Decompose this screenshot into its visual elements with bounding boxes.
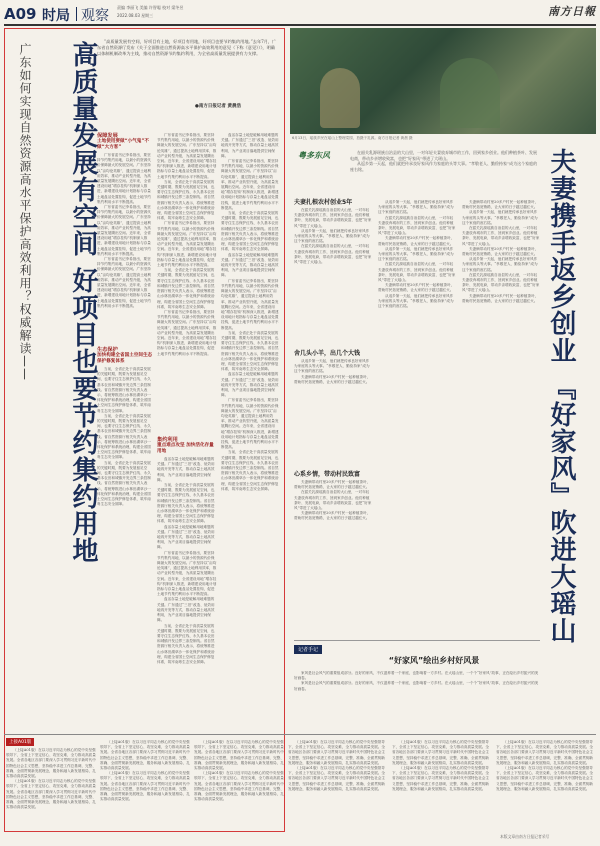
right-body-2: 从返乡第一天起，他们就把传承良好家风作为家庭的头等大事。“孝敬老人、勤俭持家”成为这个家庭的座右铭。 夫妻俩带动村里20多户村民一起种植茶叶，帮助村民拓宽销路，让大家的日子越过越红火。 bbox=[294, 359, 371, 384]
masthead-date: 2022.08.03 星期三 bbox=[117, 13, 154, 18]
subhead-xiangqing: 心系乡情，带动村民致富 bbox=[294, 471, 361, 478]
bottom-col-6: （上接A01版）在以习近平同志为核心的党中央坚强领导下，全省上下坚定信心、攻坚克难，全力推动高质量发展。全省各地区各部门要深入学习贯彻习近平新时代中国特色社会主义思想，坚持稳中求进工作总基调，完整、准确、全面贯彻新发展理念，服务和融入新发展格局，扎实推动高质量发展。 （上接A01版）在以习近平同志为核心的党中央坚强领导下，全省上下坚定信心、攻坚克难，全力推动高质量发展。全省各地区各部门要深入学习贯彻习近平新时代中国特色社会主义思想，坚持稳中求进工作总基调，完整、准确、全面贯彻新发展理念，服务和融入新发展格局，扎实推动高质量发展。 bbox=[496, 740, 594, 791]
bottom-col-1: （上接A01版）在以习近平同志为核心的党中央坚强领导下，全省上下坚定信心、攻坚克难，全力推动高质量发展。全省各地区各部门要深入学习贯彻习近平新时代中国特色社会主义思想，坚持稳中求进工作总基调，完整、准确、全面贯彻新发展理念，服务和融入新发展格局，扎实推动高质量发展。 （上接A01版）在以习近平同志为核心的党中央坚强领导下，全省上下坚定信心、攻坚克难，全力推动高质量发展。全省各地区各部门要深入学习贯彻习近平新时代中国特色社会主义思想，坚持稳中求进工作总基调，完整、准确、全面贯彻新发展理念，服务和融入新发展格局，扎实推动高质量发展。 bbox=[6, 748, 96, 810]
subhead-xiaoyang: 舍几头小羊，出几个大钱 bbox=[294, 350, 361, 357]
masthead bbox=[0, 0, 600, 24]
right-body-1: 在韶关乳源瑶族自治县的大山里，一对年轻夫妻放弃城市的工作，回到家乡创业。他们种植茶叶、发展电商，带动乡亲增收致富，也把“好家风”带进了大瑶山。 从返乡第一天起，他们就把传承良好家风作为家庭的头等大事。“孝敬老人、勤俭持家”成为这个家庭的座右铭。 在韶关乳源瑶族自治县的大山里，一对年轻夫妻放弃城市的工作，回到家乡创业。他们种植茶叶、发展电商，带动乡亲增收致富，也把“好家风”带进了大瑶山。 bbox=[294, 208, 372, 265]
subhead-fuqi: 夫妻扎根农村创业5年 bbox=[294, 199, 353, 206]
left-intro: “高质量发展有空间，好项目有土地，好项目有用地，好项目也要节约集约用地。”去年7月，广东省自然资源厅发布《关于全面推进自然资源高水平保护高效利用的意见（下称《意见》）》，明确以体制机制改革为主线，推动自然资源节约集约利用，为全省高质量发展提供有力支撑。 bbox=[97, 39, 277, 56]
bottom-col-5: （上接A01版）在以习近平同志为核心的党中央坚强领导下，全省上下坚定信心、攻坚克难，全力推动高质量发展。全省各地区各部门要深入学习贯彻习近平新时代中国特色社会主义思想，坚持稳中求进工作总基调，完整、准确、全面贯彻新发展理念，服务和融入新发展格局，扎实推动高质量发展。 （上接A01版）在以习近平同志为核心的党中央坚强领导下，全省上下坚定信心、攻坚克难，全力推动高质量发展。全省各地区各部门要深入学习贯彻习近平新时代中国特色社会主义思想，坚持稳中求进工作总基调，完整、准确、全面贯彻新发展理念，服务和融入新发展格局，扎实推动高质量发展。 bbox=[392, 740, 490, 791]
left-byline: ●南方日报记者 黄晨浩 bbox=[195, 104, 241, 109]
left-headline: 高质量发展有空间 好项目也要节约集约用地 bbox=[68, 41, 98, 565]
section-name: 时局 bbox=[42, 8, 70, 24]
left-article-box bbox=[4, 28, 285, 832]
bottom-col-3: （上接A01版）在以习近平同志为核心的党中央坚强领导下，全省上下坚定信心、攻坚克难，全力推动高质量发展。全省各地区各部门要深入学习贯彻习近平新时代中国特色社会主义思想，坚持稳中求进工作总基调，完整、准确、全面贯彻新发展理念，服务和融入新发展格局，扎实推动高质量发展。 （上接A01版）在以习近平同志为核心的党中央坚强领导下，全省上下坚定信心、攻坚克难，全力推动高质量发展。全省各地区各部门要深入学习贯彻习近平新时代中国特色社会主义思想，坚持稳中求进工作总基调，完整、准确、全面贯彻新发展理念，服务和融入新发展格局，扎实推动高质量发展。 bbox=[194, 740, 284, 802]
notes-label: 记者手记 bbox=[294, 645, 322, 654]
right-body-4: 从返乡第一天起，他们就把传承良好家风作为家庭的头等大事。“孝敬老人、勤俭持家”成为这个家庭的座右铭。 在韶关乳源瑶族自治县的大山里，一对年轻夫妻放弃城市的工作，回到家乡创业。他们种植茶叶、发展电商，带动乡亲增收致富，也把“好家风”带进了大瑶山。 夫妻俩带动村里20多户村民一起种植茶叶，帮助村民拓宽销路，让大家的日子越过越红火。 从返乡第一天起，他们就把传承良好家风作为家庭的头等大事。“孝敬老人、勤俭持家”成为这个家庭的座右铭。 在韶关乳源瑶族自治县的大山里，一对年轻夫妻放弃城市的工作，回到家乡创业。他们种植茶叶、发展电商，带动乡亲增收致富，也把“好家风”带进了大瑶山。 夫妻俩带动村里20多户村民一起种植茶叶，帮助村民拓宽销路，让大家的日子越过越红火。 从返乡第一天起，他们就把传承良好家风作为家庭的头等大事。“孝敬老人、勤俭持家”成为这个家庭的座右铭。 bbox=[378, 200, 456, 309]
right-column-3 bbox=[462, 200, 540, 630]
photo-caption: 6月13日，瑶族乡民在瑶山上整理菜园，拍摄于乳源。南方日报记者 黄晨 摄 bbox=[292, 136, 413, 140]
left-body-2: 当前，全省正处于高质量发展的关键时期，既要为发展留足空间，也要守住生态保护红线、永久基本农田和城镇开发边界三条控制线。省自然资源厅相关负责人表示，将统筹推进山水林田湖草沙一体化保护和系统治理，构建全省国土空间生态保护修复体系，筑牢南粤生态安全屏障。 当前，全省正处于高质量发展的关键时期，既要为发展留足空间，也要守住生态保护红线、永久基本农田和城镇开发边界三条控制线。省自然资源厅相关负责人表示，将统筹推进山水林田湖草沙一体化保护和系统治理，构建全省国土空间生态保护修复体系，筑牢南粤生态安全屏障。 当前，全省正处于高质量发展的关键时期，既要为发展留足空间，也要守住生态保护红线、永久基本农田和城镇开发边界三条控制线。省自然资源厅相关负责人表示，将统筹推进山水林田湖草沙一体化保护和系统治理，构建全省国土空间生态保护修复体系，筑牢南粤生态安全屏障。 bbox=[97, 367, 151, 507]
left-body-2b: 广东省委书记李希指出，要坚持节约集约用地，以最小的资源代价保障最大的发展空间。广东坚持以“亩均论英雄”，通过提高土地利用效率，推动产业转型升级，为高质量发展腾出空间。近年来，全省建设用地“增存挂钩”机制深入推进，新增建设用地计划指标与存量土地盘活处置挂钩，促进土地节约集约利用水平不断提高。 当前，全省正处于高质量发展的关键时期，既要为发展留足空间，也要守住生态保护红线、永久基本农田和城镇开发边界三条控制线。省自然资源厅相关负责人表示，将统筹推进山水林田湖草沙一体化保护和系统治理，构建全省国土空间生态保护修复体系，筑牢南粤生态安全屏障。 广东省委书记李希指出，要坚持节约集约用地，以最小的资源代价保障最大的发展空间。广东坚持以“亩均论英雄”，通过提高土地利用效率，推动产业转型升级，为高质量发展腾出空间。近年来，全省建设用地“增存挂钩”机制深入推进，新增建设用地计划指标与存量土地盘活处置挂钩，促进土地节约集约利用水平不断提高。 当前，全省正处于高质量发展的关键时期，既要为发展留足空间，也要守住生态保护红线、永久基本农田和城镇开发边界三条控制线。省自然资源厅相关负责人表示，将统筹推进山水林田湖草沙一体化保护和系统治理，构建全省国土空间生态保护修复体系，筑牢南粤生态安全屏障。 广东省委书记李希指出，要坚持节约集约用地，以最小的资源代价保障最大的发展空间。广东坚持以“亩均论英雄”，通过提高土地利用效率，推动产业转型升级，为高质量发展腾出空间。近年来，全省建设用地“增存挂钩”机制深入推进，新增建设用地计划指标与存量土地盘活处置挂钩，促进土地节约集约利用水平不断提高。 bbox=[157, 133, 217, 356]
jump-label: 上接A01版 bbox=[6, 738, 34, 746]
notes-title: “好家风”绘出乡村好风景 bbox=[388, 656, 480, 665]
left-column-2 bbox=[157, 133, 217, 823]
column-logo bbox=[298, 150, 346, 170]
newspaper-logo: 南方日報 bbox=[548, 5, 596, 18]
left-body-1: 广东省委书记李希指出，要坚持节约集约用地，以最小的资源代价保障最大的发展空间。广东坚持以“亩均论英雄”，通过提高土地利用效率，推动产业转型升级，为高质量发展腾出空间。近年来，全省建设用地“增存挂钩”机制深入推进，新增建设用地计划指标与存量土地盘活处置挂钩，促进土地节约集约利用水平不断提高。 广东省委书记李希指出，要坚持节约集约用地，以最小的资源代价保障最大的发展空间。广东坚持以“亩均论英雄”，通过提高土地利用效率，推动产业转型升级，为高质量发展腾出空间。近年来，全省建设用地“增存挂钩”机制深入推进，新增建设用地计划指标与存量土地盘活处置挂钩，促进土地节约集约利用水平不断提高。 广东省委书记李希指出，要坚持节约集约用地，以最小的资源代价保障最大的发展空间。广东坚持以“亩均论英雄”，通过提高土地利用效率，推动产业转型升级，为高质量发展腾出空间。近年来，全省建设用地“增存挂钩”机制深入推进，新增建设用地计划指标与存量土地盘活处置挂钩，促进土地节约集约利用水平不断提高。 bbox=[97, 153, 151, 308]
article-photo bbox=[290, 28, 596, 134]
right-intro-text: 在韶关乳源瑶族自治县的大山里，一对年轻夫妻放弃城市的工作，回到家乡创业。他们种植茶叶、发展电商，带动乡亲增收致富，也把“好家风”带进了大瑶山。 从返乡第一天起，他们就把传承良好家风作为家庭的头等大事。“孝敬老人、勤俭持家”成为这个家庭的座右铭。 bbox=[350, 150, 538, 172]
bottom-rule bbox=[4, 734, 596, 735]
reporter-notes-box bbox=[294, 640, 540, 721]
left-column-1 bbox=[97, 133, 153, 823]
notes-body: 家风是社会风气的重要组成部分。良好的家风，不仅滋养着一个家庭，也影响着一方乡村。在大瑶山里，一个个“好家风”故事，正在绘出乡村振兴的美好画卷。 家风是社会风气的重要组成部分。良好的家风，不仅滋养着一个家庭，也影响着一方乡村。在大瑶山里，一个个“好家风”故事，正在绘出乡村振兴的美好画卷。 bbox=[294, 671, 539, 691]
heading-baozhang-2: 土地使用要做“小气鬼”不做“大方客” bbox=[97, 139, 149, 150]
heading-shengtai-2: 加快构建全省国土空间生态保护修复体系 bbox=[97, 353, 153, 364]
left-subtitle: 广东如何实现自然资源高水平保护高效利用？权威解读—— bbox=[18, 43, 32, 381]
section-divider bbox=[76, 7, 77, 21]
left-body-3b: 盘活存量土地是破解用地难题的关键。广东通过“三旧”改造、低效用地再开发等方式，推动存量土地高效利用，为产业项目落地提供空间保障。 广东省委书记李希指出，要坚持节约集约用地，以最小的资源代价保障最大的发展空间。广东坚持以“亩均论英雄”，通过提高土地利用效率，推动产业转型升级，为高质量发展腾出空间。近年来，全省建设用地“增存挂钩”机制深入推进，新增建设用地计划指标与存量土地盘活处置挂钩，促进土地节约集约利用水平不断提高。 当前，全省正处于高质量发展的关键时期，既要为发展留足空间，也要守住生态保护红线、永久基本农田和城镇开发边界三条控制线。省自然资源厅相关负责人表示，将统筹推进山水林田湖草沙一体化保护和系统治理，构建全省国土空间生态保护修复体系，筑牢南粤生态安全屏障。 盘活存量土地是破解用地难题的关键。广东通过“三旧”改造、低效用地再开发等方式，推动存量土地高效利用，为产业项目落地提供空间保障。 广东省委书记李希指出，要坚持节约集约用地，以最小的资源代价保障最大的发展空间。广东坚持以“亩均论英雄”，通过提高土地利用效率，推动产业转型升级，为高质量发展腾出空间。近年来，全省建设用地“增存挂钩”机制深入推进，新增建设用地计划指标与存量土地盘活处置挂钩，促进土地节约集约利用水平不断提高。 当前，全省正处于高质量发展的关键时期，既要为发展留足空间，也要守住生态保护红线、永久基本农田和城镇开发边界三条控制线。省自然资源厅相关负责人表示，将统筹推进山水林田湖草沙一体化保护和系统治理，构建全省国土空间生态保护修复体系，筑牢南粤生态安全屏障。 盘活存量土地是破解用地难题的关键。广东通过“三旧”改造、低效用地再开发等方式，推动存量土地高效利用，为产业项目落地提供空间保障。 广东省委书记李希指出，要坚持节约集约用地，以最小的资源代价保障最大的发展空间。广东坚持以“亩均论英雄”，通过提高土地利用效率，推动产业转型升级，为高质量发展腾出空间。近年来，全省建设用地“增存挂钩”机制深入推进，新增建设用地计划指标与存量土地盘活处置挂钩，促进土地节约集约利用水平不断提高。 当前，全省正处于高质量发展的关键时期，既要为发展留足空间，也要守住生态保护红线、永久基本农田和城镇开发边界三条控制线。省自然资源厅相关负责人表示，将统筹推进山水林田湖草沙一体化保护和系统治理，构建全省国土空间生态保护修复体系，筑牢南粤生态安全屏障。 bbox=[221, 133, 279, 491]
masthead-meta: 责编 李丽飞 美编 许智聪 校对 梁冬昱 bbox=[117, 5, 184, 10]
heading-jiyue: 集约利用 bbox=[157, 437, 178, 443]
left-column-3 bbox=[221, 133, 279, 823]
masthead-rule bbox=[4, 24, 596, 26]
right-column-1 bbox=[294, 200, 372, 630]
column-tagline: 粤多东风 bbox=[298, 150, 330, 160]
right-headline: 夫妻携手返乡创业 『好家风』吹进大瑶山 bbox=[546, 148, 576, 645]
right-column-2 bbox=[378, 200, 456, 630]
bottom-col-2: （上接A01版）在以习近平同志为核心的党中央坚强领导下，全省上下坚定信心、攻坚克难，全力推动高质量发展。全省各地区各部门要深入学习贯彻习近平新时代中国特色社会主义思想，坚持稳中求进工作总基调，完整、准确、全面贯彻新发展理念，服务和融入新发展格局，扎实推动高质量发展。 （上接A01版）在以习近平同志为核心的党中央坚强领导下，全省上下坚定信心、攻坚克难，全力推动高质量发展。全省各地区各部门要深入学习贯彻习近平新时代中国特色社会主义思想，坚持稳中求进工作总基调，完整、准确、全面贯彻新发展理念，服务和融入新发展格局，扎实推动高质量发展。 bbox=[100, 740, 190, 802]
right-body-3: 夫妻俩带动村里20多户村民一起种植茶叶，帮助村民拓宽销路，让大家的日子越过越红火。 在韶关乳源瑶族自治县的大山里，一对年轻夫妻放弃城市的工作，回到家乡创业。他们种植茶叶、发展电商，带动乡亲增收致富，也把“好家风”带进了大瑶山。 夫妻俩带动村里20多户村民一起种植茶叶，帮助村民拓宽销路，让大家的日子越过越红火。 bbox=[294, 480, 372, 521]
left-body-3: 盘活存量土地是破解用地难题的关键。广东通过“三旧”改造、低效用地再开发等方式，推动存量土地高效利用，为产业项目落地提供空间保障。 当前，全省正处于高质量发展的关键时期，既要为发展留足空间，也要守住生态保护红线、永久基本农田和城镇开发边界三条控制线。省自然资源厅相关负责人表示，将统筹推进山水林田湖草沙一体化保护和系统治理，构建全省国土空间生态保护修复体系，筑牢南粤生态安全屏障。 盘活存量土地是破解用地难题的关键。广东通过“三旧”改造、低效用地再开发等方式，推动存量土地高效利用，为产业项目落地提供空间保障。 广东省委书记李希指出，要坚持节约集约用地，以最小的资源代价保障最大的发展空间。广东坚持以“亩均论英雄”，通过提高土地利用效率，推动产业转型升级，为高质量发展腾出空间。近年来，全省建设用地“增存挂钩”机制深入推进，新增建设用地计划指标与存量土地盘活处置挂钩，促进土地节约集约利用水平不断提高。 盘活存量土地是破解用地难题的关键。广东通过“三旧”改造、低效用地再开发等方式，推动存量土地高效利用，为产业项目落地提供空间保障。 当前，全省正处于高质量发展的关键时期，既要为发展留足空间，也要守住生态保护红线、永久基本农田和城镇开发边界三条控制线。省自然资源厅相关负责人表示，将统筹推进山水林田湖草沙一体化保护和系统治理，构建全省国土空间生态保护修复体系，筑牢南粤生态安全屏障。 bbox=[157, 457, 217, 664]
page-number: A09 bbox=[4, 5, 37, 23]
section-name-2: 观察 bbox=[81, 8, 109, 24]
footer-note: 本版文章由南方日报记者采写 bbox=[500, 834, 550, 839]
bottom-col-4: （上接A01版）在以习近平同志为核心的党中央坚强领导下，全省上下坚定信心、攻坚克难，全力推动高质量发展。全省各地区各部门要深入学习贯彻习近平新时代中国特色社会主义思想，坚持稳中求进工作总基调，完整、准确、全面贯彻新发展理念，服务和融入新发展格局，扎实推动高质量发展。 （上接A01版）在以习近平同志为核心的党中央坚强领导下，全省上下坚定信心、攻坚克难，全力推动高质量发展。全省各地区各部门要深入学习贯彻习近平新时代中国特色社会主义思想，坚持稳中求进工作总基调，完整、准确、全面贯彻新发展理念，服务和融入新发展格局，扎实推动高质量发展。 bbox=[288, 740, 386, 791]
heading-shengtai: 生态保护 bbox=[97, 347, 118, 353]
heading-jiyue-2: 重点难点攻坚 加快活化存量用地 bbox=[157, 443, 214, 454]
right-body-5: 夫妻俩带动村里20多户村民一起种植茶叶，帮助村民拓宽销路，让大家的日子越过越红火。 从返乡第一天起，他们就把传承良好家风作为家庭的头等大事。“孝敬老人、勤俭持家”成为这个家庭的座右铭。 在韶关乳源瑶族自治县的大山里，一对年轻夫妻放弃城市的工作，回到家乡创业。他们种植茶叶、发展电商，带动乡亲增收致富，也把“好家风”带进了大瑶山。 夫妻俩带动村里20多户村民一起种植茶叶，帮助村民拓宽销路，让大家的日子越过越红火。 从返乡第一天起，他们就把传承良好家风作为家庭的头等大事。“孝敬老人、勤俭持家”成为这个家庭的座右铭。 在韶关乳源瑶族自治县的大山里，一对年轻夫妻放弃城市的工作，回到家乡创业。他们种植茶叶、发展电商，带动乡亲增收致富，也把“好家风”带进了大瑶山。 夫妻俩带动村里20多户村民一起种植茶叶，帮助村民拓宽销路，让大家的日子越过越红火。 bbox=[462, 200, 540, 303]
heading-baozhang: 保障发展 bbox=[97, 133, 118, 139]
